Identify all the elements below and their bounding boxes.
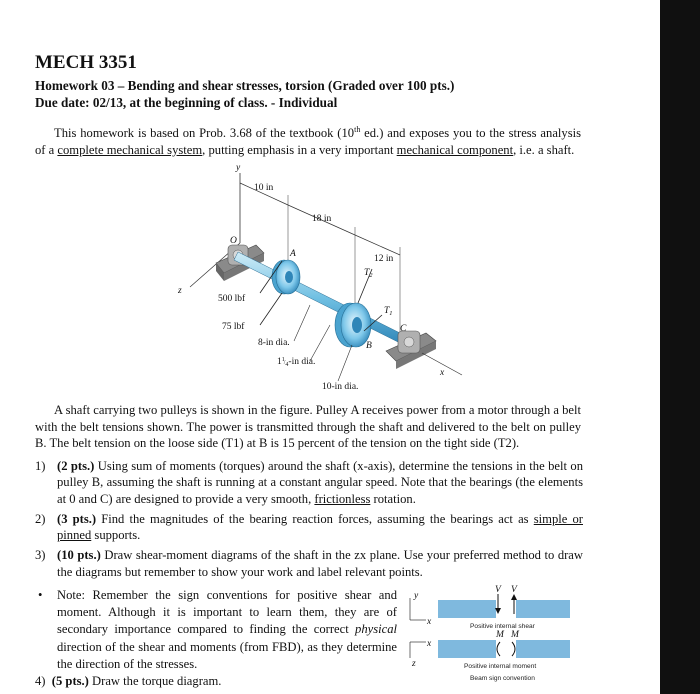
question-4: 4) (5 pts.) Draw the torque diagram. [35,674,222,688]
dia-b-label: 10-in dia. [322,382,359,392]
course-title: MECH 3351 [35,52,137,73]
shear-block-right [516,600,570,618]
shear-block-left [438,600,496,618]
y-axis-label: y [236,163,241,173]
z-axis-label: z [178,286,182,296]
dim-line-12 [355,235,400,255]
t2-label: $T_2$ [364,268,373,279]
pulley-a [272,260,300,294]
link-mechanical-component: mechanical component [396,142,514,157]
intro-paragraph: This homework is based on Prob. 3.68 of the textbook (10th ed.) and exposes you to the stress analysis of a complete mechanical system, putting emphasis in a very important mechanical component, i.e. a shaft. [35,125,581,157]
axis-x1-label: x [427,617,432,627]
force-75-label: 75 lbf [222,322,245,332]
axis-x2-label: x [427,639,432,649]
due-date: Due date: 02/13, at the beginning of class. - Individual [35,95,338,110]
bullet-icon: • [38,588,43,602]
sign-convention-note: • Note: Remember the sign conventions for positive shear and moment. Although it is important to learn them, they are of secondary importance compared to finding the correct physical direction of the shear and moments (from FBD), as they determine the direction of the stresses. [38,588,397,671]
moment-m2-label: M [511,630,519,640]
dim-18-label: 18 in [312,214,332,224]
moment-m1-label: M [496,630,504,640]
link-complete-mechanical-system: complete mechanical system [57,142,203,157]
beam-convention-caption: Beam sign convention [470,675,535,682]
origin-label: O [230,236,237,246]
question-3: 3) (10 pts.) Draw shear-moment diagrams of the shaft in the zx plane. Use your preferred method to draw the diagrams but remember to show your work and label relevant points. [35,548,583,579]
shaft [234,252,408,345]
x-axis-label: x [440,368,445,378]
axis-y-label: y [414,591,419,601]
moment-block-right [516,640,570,658]
t1-label: $T_1$ [384,306,393,317]
homework-title: Homework 03 – Bending and shear stresses, torsion (Graded over 100 pts.) [35,78,455,93]
bearing-c-label: C [400,324,407,334]
question-2: 2) (3 pts.) Find the magnitudes of the bearing reaction forces, assuming the bearings act as simple or pinned supports. [35,511,583,543]
dia-a-label: 8-in dia. [258,338,290,348]
shear-v2-label: V [511,585,517,595]
problem-description: A shaft carrying two pulleys is shown in the figure. Pulley A receives power from a motor through a belt with the belt tensions shown. The power is transmitted through the shaft and delivered to the belt on pulley B. The belt tension on the loose side (T1) at B is 15 percent of the tension on the tight side (T2). [35,403,581,451]
positive-moment-caption: Positive internal moment [464,663,537,670]
pulley-b-label: B [366,341,372,351]
dim-12-label: 12 in [374,254,394,264]
shaft-figure [160,155,470,395]
window-edge-bar [660,0,700,694]
dim-10-label: 10 in [254,183,274,193]
positive-shear-caption: Positive internal shear [470,623,535,630]
question-1: 1) (2 pts.) Using sum of moments (torques) around the shaft (x-axis), determine the tensions in the belt on pulley B, assuming the shaft is running at a constant angular speed. Note that the bearings (the elements at 0 and C) are designed to provide a very smooth, frictionless rotation. [35,459,583,506]
moment-block-left [438,640,496,658]
axis-z-label: z [412,659,416,669]
dia-shaft-label: $1^1/_4-in$ dia. [277,357,316,368]
beam-sign-convention-figure [398,584,588,690]
force-500-label: 500 lbf [218,294,246,304]
question-list [35,458,583,584]
shear-v1-label: V [495,585,501,595]
pulley-a-label: A [290,249,296,259]
